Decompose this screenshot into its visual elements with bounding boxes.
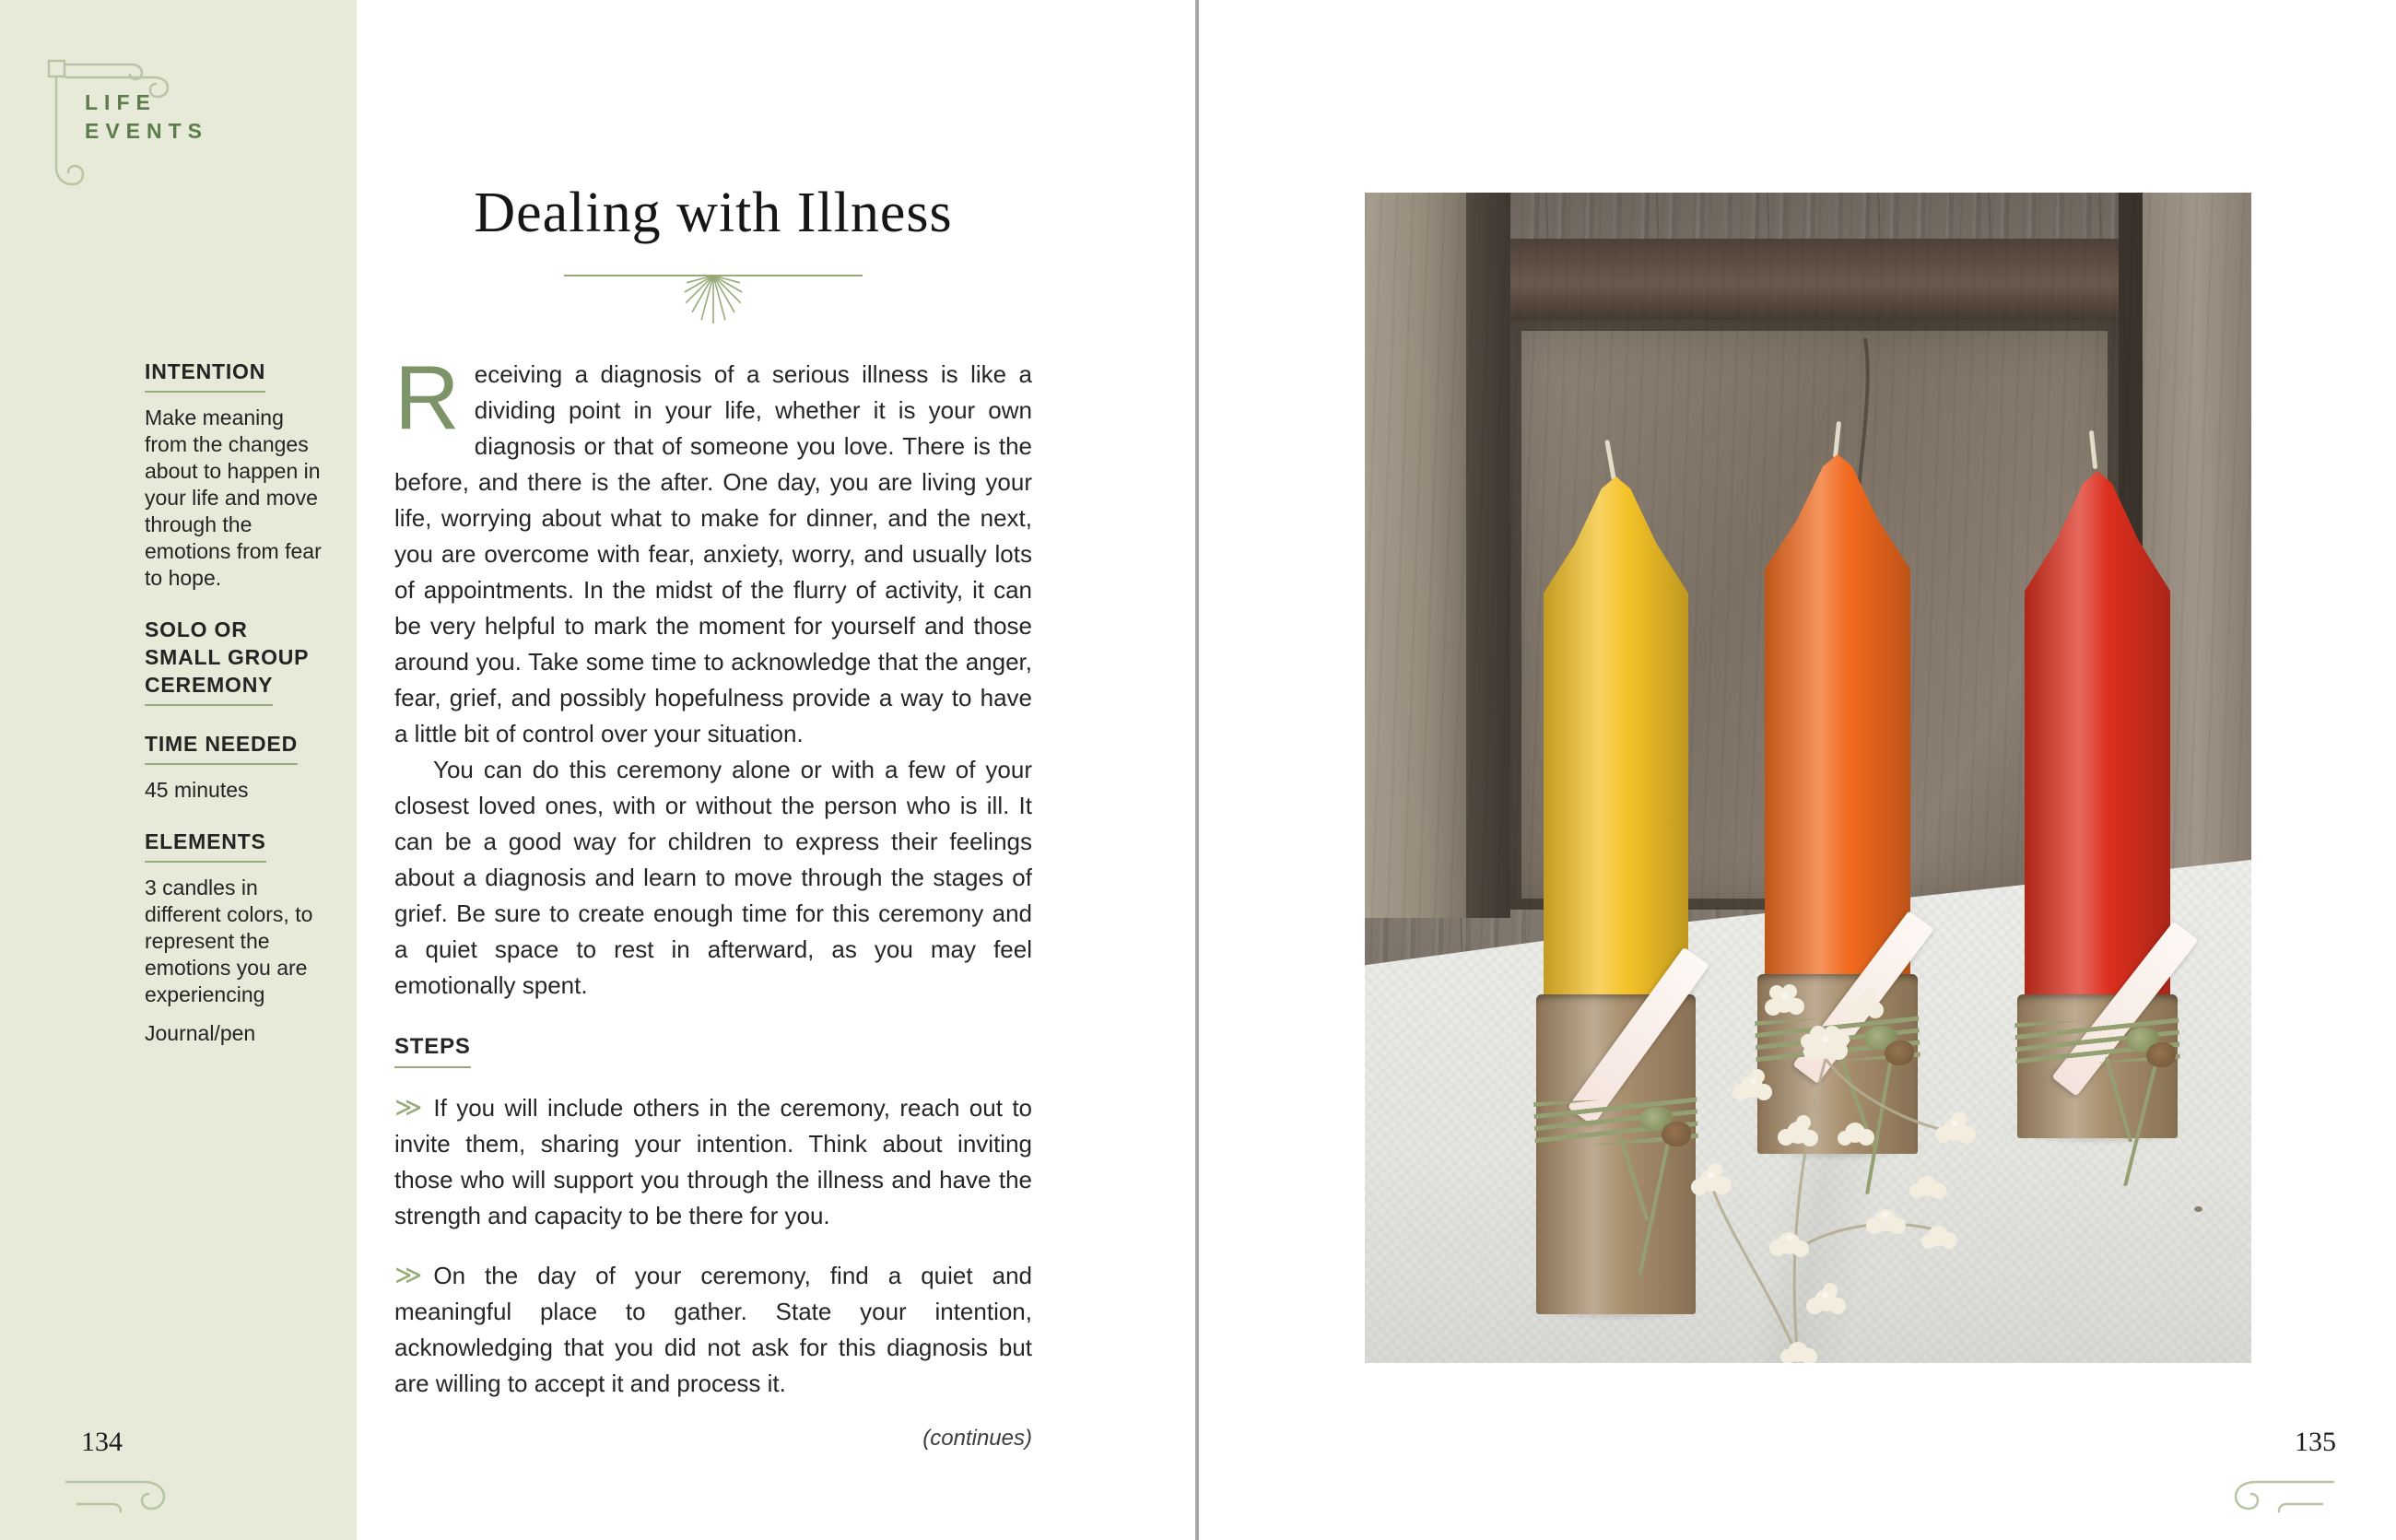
drop-cap: R (394, 347, 460, 448)
page-right (1199, 0, 2396, 1540)
candle-tip (1765, 454, 1910, 574)
step-chevron-icon: ≫ (394, 1261, 423, 1290)
candle-wick (1604, 440, 1616, 480)
sidebar-heading-time: TIME NEEDED (145, 730, 329, 765)
candle-wick (2089, 430, 2097, 469)
candle-tip (2025, 471, 2170, 596)
sidebar-heading-elements: ELEMENTS (145, 828, 329, 863)
chapter-tag-line1: LIFE (85, 90, 157, 114)
continues-note: (continues) (922, 1426, 1032, 1451)
dried-flowers (1521, 856, 2019, 1363)
flourish-icon-right (2225, 1473, 2335, 1521)
sidebar-elements-text2: Journal/pen (145, 1021, 256, 1045)
candle-tip (1544, 476, 1688, 598)
sunburst-ornament-icon (547, 270, 879, 329)
step-item-2 (394, 1258, 1032, 1402)
page-number-right: 135 (2295, 1427, 2336, 1457)
dried-pod (2146, 1042, 2176, 1067)
step-item-1 (394, 1090, 1032, 1234)
candle-red (2025, 430, 2170, 1138)
sidebar-time-text: 45 minutes (145, 778, 249, 802)
sidebar-heading-intention: INTENTION (145, 358, 329, 393)
step-chevron-icon: ≫ (394, 1093, 423, 1123)
candles-photo (1365, 193, 2251, 1363)
candle-wick (1833, 421, 1841, 458)
steps-heading: STEPS (394, 1033, 1032, 1068)
chapter-tag (85, 88, 208, 146)
flourish-icon-left (65, 1473, 175, 1521)
body-paragraph-1 (394, 347, 1032, 752)
sidebar-intention-text: Make meaning from the changes about to happen in your life and move through the emotions from fear to hope. (145, 406, 322, 590)
step-1-text: If you will include others in the ceremony, reach out to invite them, sharing your intention. Think about inviting those who will support you through the illness and have the strength and capacity to be there for you. (394, 1094, 1032, 1229)
debris-speck (2194, 1206, 2202, 1212)
body-paragraph-1-text: eceiving a diagnosis of a serious illness is like a dividing point in your life, whether it is your own diagnosis or that of someone you love. There is the before, and there is the after. One day, you are living your life, worrying about what to make for dinner, and the next, you are overcome with fear, anxiety, worry, and usually lots of appointments. In the midst of the flurry of activity, it can be very helpful to mark the moment for yourself and those around you. Take some time to acknowledge that the anger, fear, grief, and possibly hopefulness provide a way to have a little bit of control over your situation. (394, 360, 1032, 747)
sidebar-content (145, 358, 329, 1047)
sidebar-elements-text: 3 candles in different colors, to represent the emotions you are experiencing (145, 876, 313, 1006)
chapter-tag-line2: EVENTS (85, 119, 209, 143)
step-2-text: On the day of your ceremony, find a quiet and meaningful place to gather. State your intention, acknowledging that you did not ask for this diagnosis but are willing to accept it and process it. (394, 1262, 1032, 1397)
page-title: Dealing with Illness (474, 182, 953, 244)
sidebar-heading-ceremony-type: SOLO OR SMALL GROUP CEREMONY (145, 616, 329, 706)
candle-wax (2025, 596, 2170, 994)
body-paragraph-2: You can do this ceremony alone or with a few of your closest loved ones, with or without the person who is ill. It can be a good way for children to express their feelings about a diagnosis and learn to move through the stages of grief. Be sure to create enough time for this ceremony and a quiet space to rest in afterward, as you may feel emotionally spent. (394, 756, 1032, 999)
article-column (394, 181, 1032, 1452)
page-number-left: 134 (81, 1427, 123, 1457)
sidebar (0, 0, 357, 1540)
